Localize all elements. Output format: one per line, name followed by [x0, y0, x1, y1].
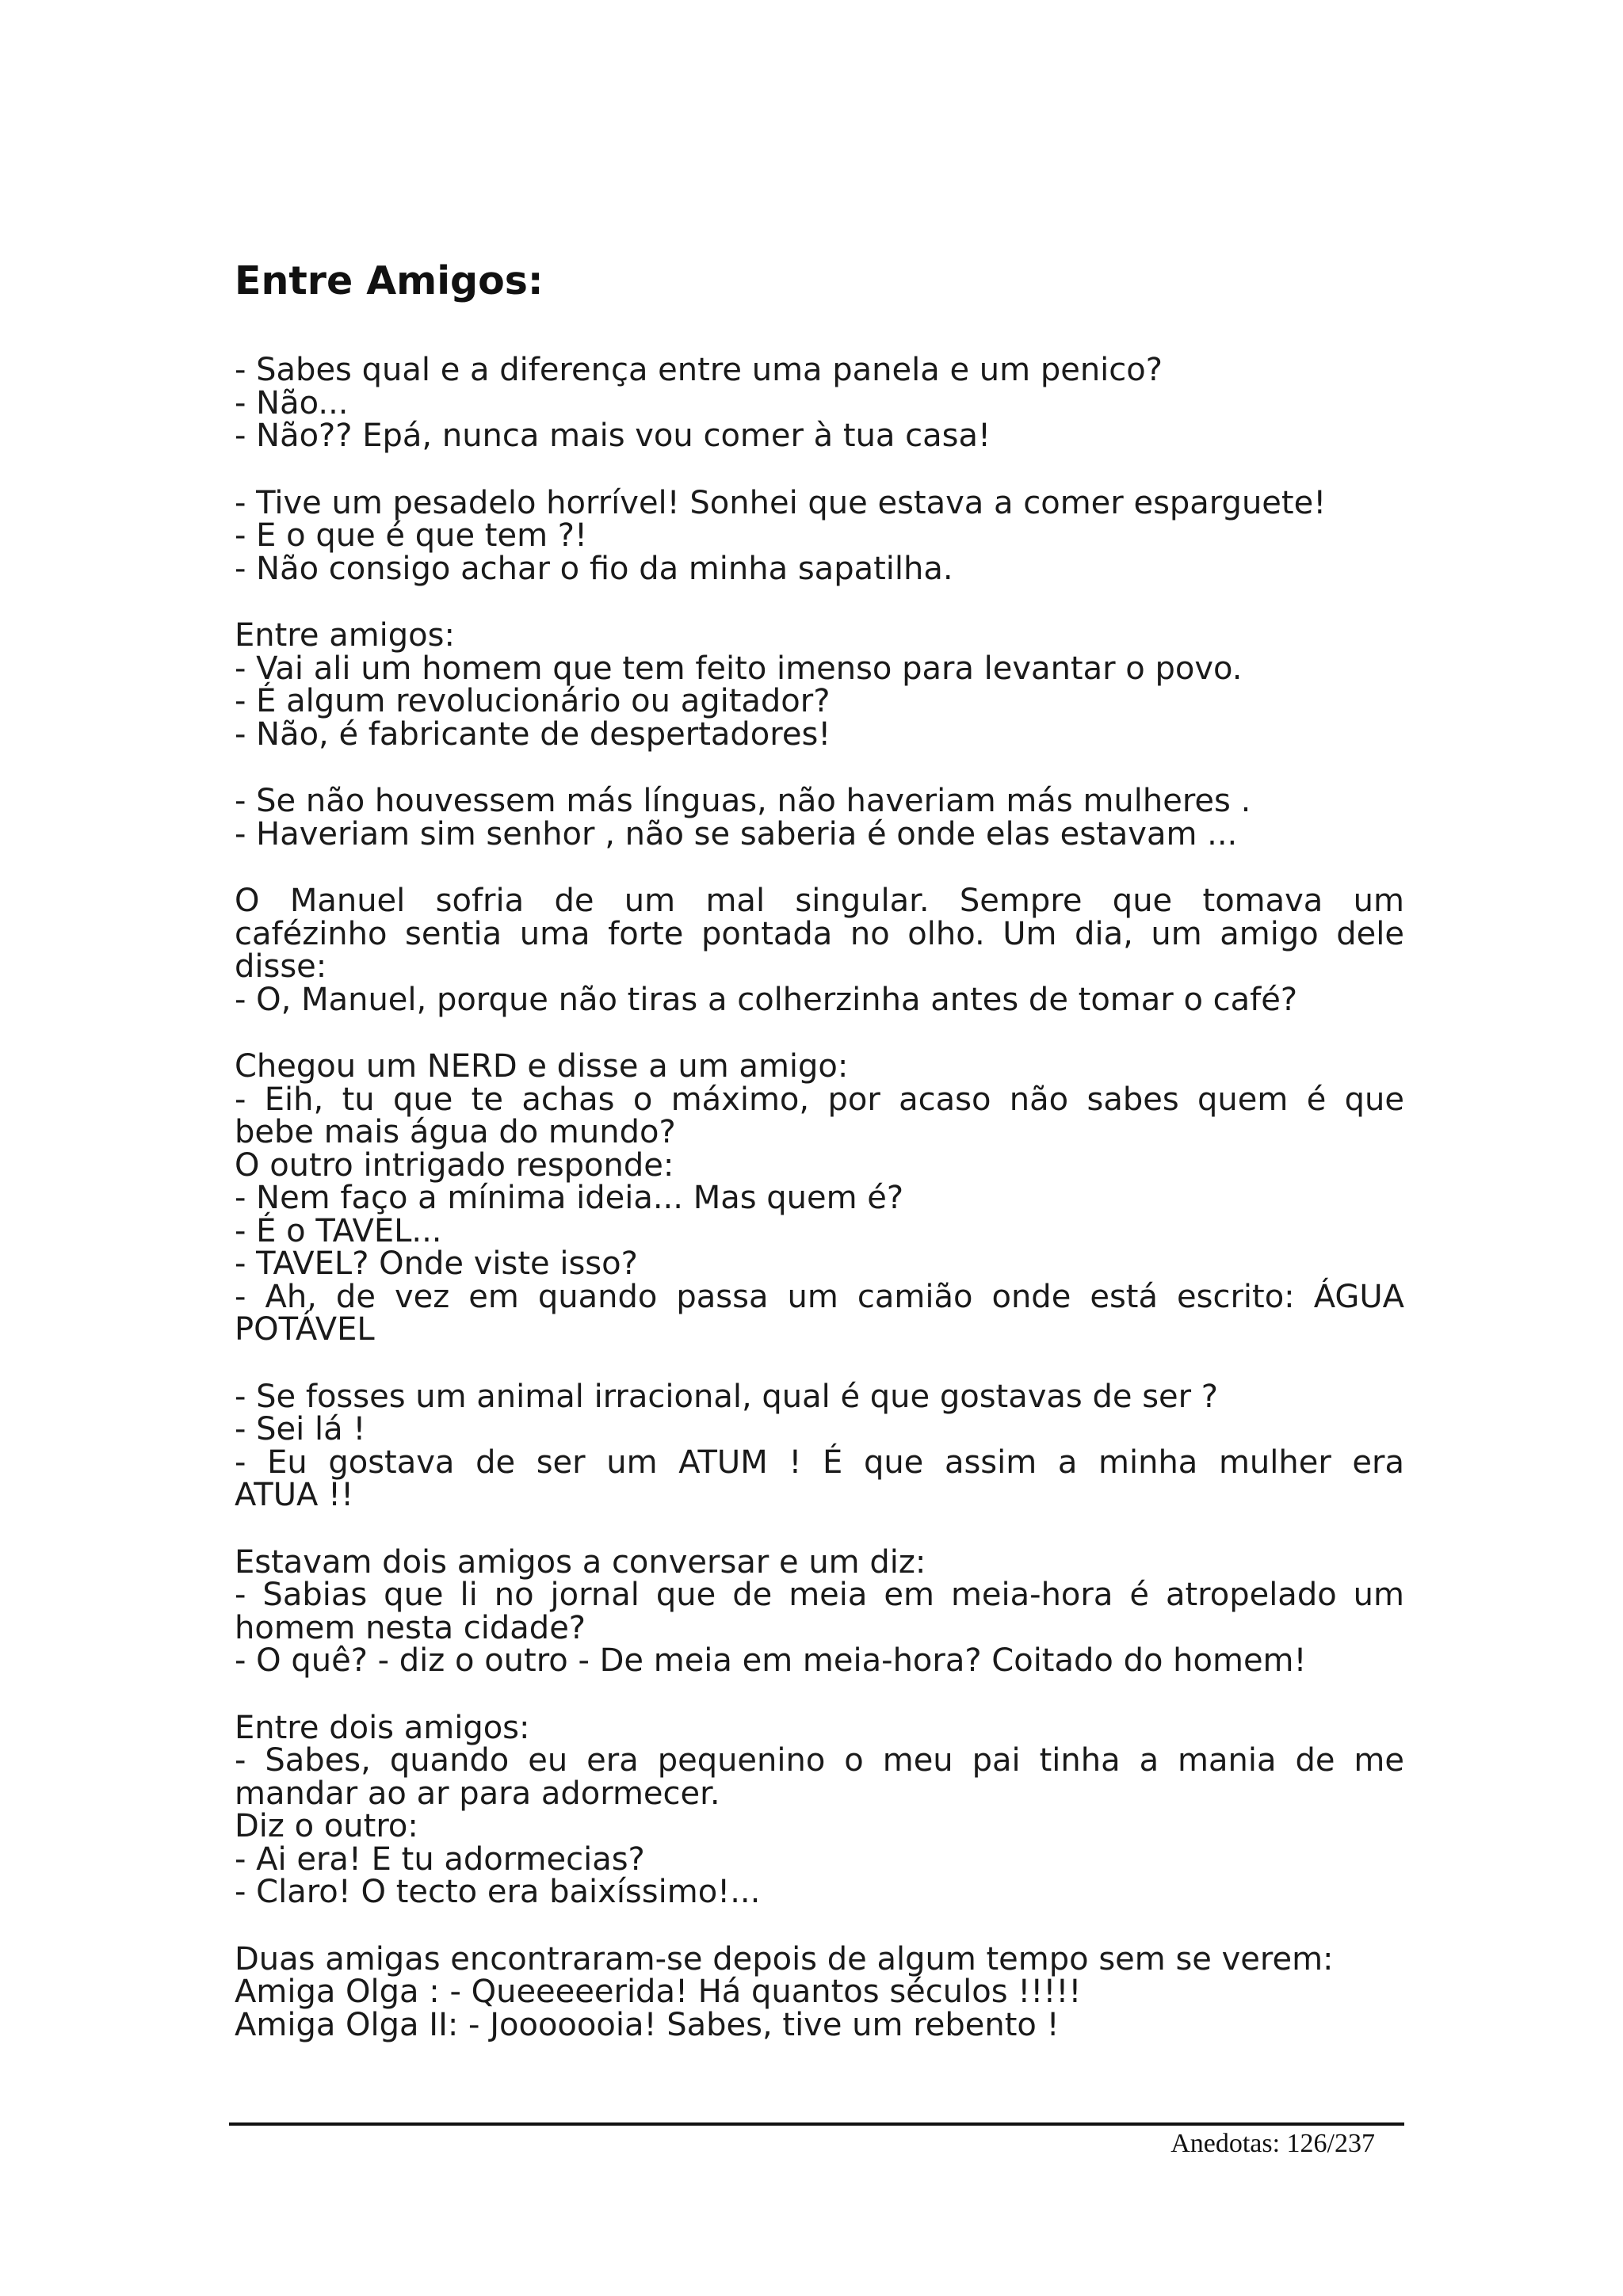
text-line: - É algum revolucionário ou agitador? — [235, 683, 831, 719]
text-line: - Não... — [235, 384, 349, 421]
joke-block — [235, 885, 1404, 1016]
text-line: mandar ao ar para adormecer. — [235, 1775, 720, 1812]
text-line: - Não?? Epá, nunca mais vou comer à tua casa! — [235, 418, 991, 454]
text-line: - TAVEL? Onde viste isso? — [235, 1245, 638, 1282]
text-line: Amiga Olga : - Queeeeerida! Há quantos séculos !!!!! — [235, 1974, 1082, 2010]
text-line: Amiga Olga II: - Jooooooia! Sabes, tive um rebento ! — [235, 2006, 1060, 2043]
text-line: Entre amigos: — [235, 617, 455, 654]
text-line: Diz o outro: — [235, 1808, 418, 1844]
text-line: - Não consigo achar o fio da minha sapatilha. — [235, 550, 953, 587]
page-number: Anedotas: 126/237 — [1170, 2129, 1375, 2158]
joke-list — [235, 354, 1404, 2042]
joke-block — [235, 1709, 1404, 1910]
text-line: O outro intrigado responde: — [235, 1146, 674, 1184]
text-line: - Vai ali um homem que tem feito imenso para levantar o povo. — [235, 650, 1243, 687]
text-line: - Sei lá ! — [235, 1411, 366, 1447]
joke-block — [235, 354, 1404, 453]
text-line: Duas amigas encontraram-se depois de algum tempo sem se verem: — [235, 1940, 1334, 1978]
joke-block — [235, 1940, 1404, 2043]
text-line: - O quê? - diz o outro - De meia em meia-hora? Coitado do homem! — [235, 1642, 1307, 1679]
text-line: - Nem faço a mínima ideia... Mas quem é? — [235, 1180, 904, 1216]
text-line: - Eih, tu que te achas o máximo, por acaso não sabes quem é que — [235, 1081, 1404, 1118]
text-line: disse: — [235, 948, 327, 985]
text-line: - O, Manuel, porque não tiras a colherzinha antes de tomar o café? — [235, 981, 1298, 1018]
text-line: POTÁVEL — [235, 1311, 375, 1348]
text-line: - Sabes, quando eu era pequenino o meu pai tinha a mania de me — [235, 1742, 1404, 1779]
text-line: ATUA !! — [235, 1477, 354, 1513]
text-line: - Haveriam sim senhor , não se saberia é onde elas estavam ... — [235, 815, 1238, 852]
joke-block — [235, 1543, 1404, 1679]
joke-block — [235, 785, 1404, 851]
text-line: - É o TAVEL... — [235, 1212, 442, 1249]
text-line: - Não, é fabricante de despertadores! — [235, 715, 831, 753]
text-line: homem nesta cidade? — [235, 1609, 586, 1646]
text-line: Entre dois amigos: — [235, 1709, 530, 1746]
text-line: - Tive um pesadelo horrível! Sonhei que estava a comer esparguete! — [235, 484, 1327, 521]
text-line: - Sabes qual e a diferença entre uma panela e um penico? — [235, 352, 1163, 388]
joke-block — [235, 1378, 1404, 1513]
text-line: - Claro! O tecto era baixíssimo!... — [235, 1874, 761, 1910]
text-line: - Se fosses um animal irracional, qual é que gostavas de ser ? — [235, 1378, 1219, 1415]
text-line: - Ah, de vez em quando passa um camião onde está escrito: ÁGUA — [235, 1278, 1404, 1315]
text-line: bebe mais água do mundo? — [235, 1114, 676, 1150]
text-line: - Eu gostava de ser um ATUM ! É que assim a minha mulher era — [235, 1444, 1404, 1481]
text-line: - Ai era! E tu adormecias? — [235, 1840, 645, 1878]
joke-block — [235, 1048, 1404, 1348]
text-line: - Se não houvessem más línguas, não haveriam más mulheres . — [235, 783, 1251, 819]
text-line: Chegou um NERD e disse a um amigo: — [235, 1048, 849, 1085]
page-title: Entre Amigos: — [235, 258, 544, 303]
text-line: cafézinho sentia uma forte pontada no olho. Um dia, um amigo dele — [235, 915, 1404, 952]
joke-block — [235, 617, 1404, 753]
footer-rule — [229, 2122, 1404, 2126]
text-line: O Manuel sofria de um mal singular. Sempre que tomava um — [235, 883, 1404, 919]
text-line: - E o que é que tem ?! — [235, 517, 588, 554]
page-body — [235, 257, 1404, 2076]
text-line: Estavam dois amigos a conversar e um diz: — [235, 1543, 926, 1581]
text-line: - Sabias que li no jornal que de meia em meia-hora é atropelado um — [235, 1577, 1404, 1613]
joke-block — [235, 484, 1404, 587]
